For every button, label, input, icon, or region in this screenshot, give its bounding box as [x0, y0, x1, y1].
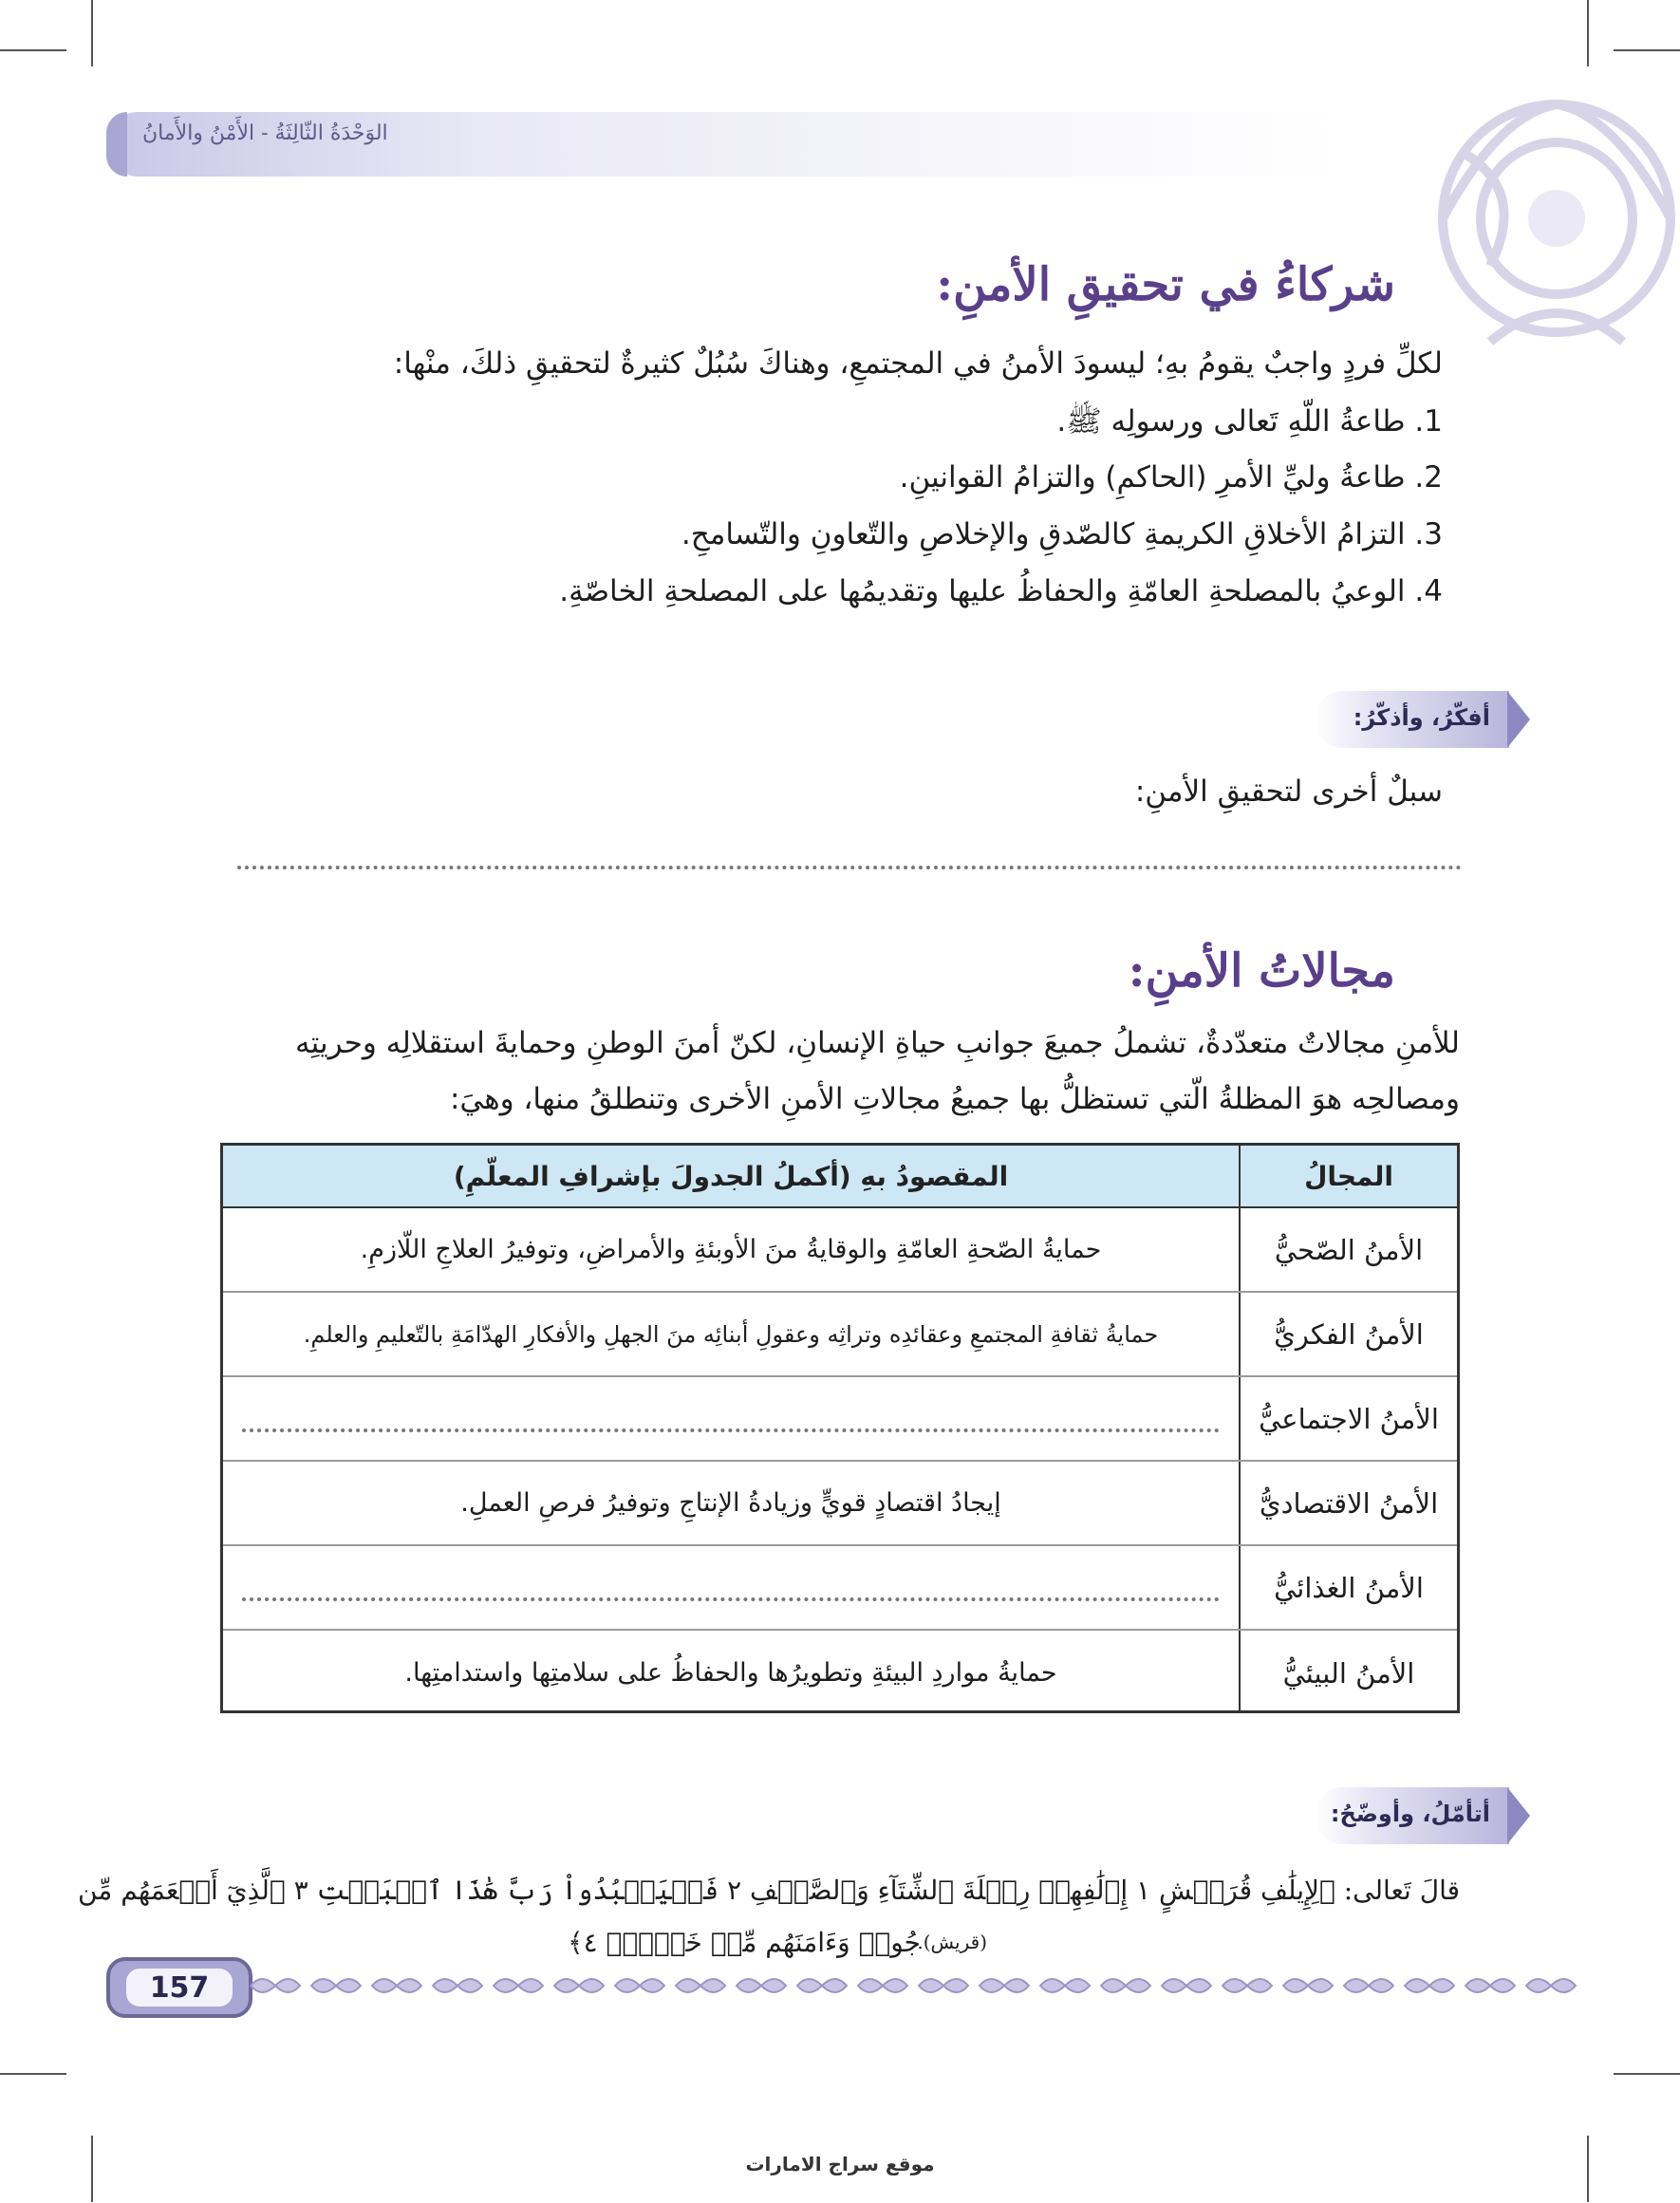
ornament-motif [674, 1972, 727, 1999]
section2-intro-line1: للأمنِ مجالاتٌ متعدّدةٌ، تشملُ جميعَ جوانبِ حياةِ الإنسانِ، لكنّ أمنَ الوطنِ وحمايةَ استقلالِه وحريتِه [295, 1026, 1460, 1060]
crop-mark [91, 0, 93, 66]
table-row [223, 1208, 1457, 1293]
header-description: المقصودُ بهِ (أكملُ الجدولَ بإشرافِ المعلّمِ) [223, 1146, 1239, 1208]
answer-line[interactable] [237, 866, 1462, 869]
list-item: 4. الوعيُ بالمصلحةِ العامّةِ والحفاظُ عليها وتقديمُها على المصلحةِ الخاصّةِ. [559, 574, 1443, 608]
list-item: 3. التزامُ الأخلاقِ الكريمةِ كالصّدقِ والإخلاصِ والتّعاونِ والتّسامحِ. [681, 517, 1443, 551]
table-row [223, 1377, 1457, 1462]
quran-verse-line1: قالَ تَعالى: ﴿لِإِيلَٰفِ قُرَيۡشٍ ١ إِۦلَٰفِهِمۡ رِحۡلَةَ ٱلشِّتَآءِ وَٱلصَّيۡفِ ٢ فَلۡيَعۡبُدُواْ رَبَّ هَٰذَا ٱلۡبَيۡتِ ٣ ٱلَّذِيٓ أَطۡعَمَهُم مِّن [77, 1875, 1460, 1906]
section1-intro: لكلِّ فردٍ واجبٌ يقومُ بهِ؛ ليسودَ الأمنُ في المجتمعِ، وهناكَ سُبُلٌ كثيرةٌ لتحقيقِ ذلكَ، منْها: [393, 346, 1443, 381]
page-number-frame [106, 1957, 252, 2018]
section-title-partners: شركاءُ في تحقيقِ الأمنِ: [936, 258, 1395, 311]
ornament-motif [492, 1972, 545, 1999]
think-prompt: سبلٌ أخرى لتحقيقِ الأمنِ: [1134, 775, 1443, 809]
row-field: الأمنُ الفكريُّ [1274, 1317, 1424, 1351]
header-band-cap [106, 112, 127, 177]
ornament-motif [1160, 1972, 1213, 1999]
page-number: 157 [126, 1969, 233, 2007]
ornament-motif [1524, 1972, 1577, 1999]
ornament-motif [917, 1972, 970, 1999]
crop-mark [1614, 49, 1680, 51]
row-field: الأمنُ الغذائيُّ [1274, 1571, 1424, 1604]
quran-verse-line2: جُوعٖ وَءَامَنَهُم مِّنۡ خَوۡفِۭ ٤﴾ [568, 1927, 921, 1958]
list-item: 2. طاعةُ وليِّ الأمرِ (الحاكمِ) والتزامُ القوانينِ. [899, 460, 1443, 495]
answer-line[interactable] [242, 1428, 1220, 1432]
ornament-motif [309, 1972, 363, 1999]
footer-site-name: موقع سراج الامارات [745, 2153, 935, 2175]
ornament-motif [1464, 1972, 1517, 1999]
table-row [223, 1631, 1457, 1715]
ornament-motif [1038, 1972, 1092, 1999]
row-description [223, 1377, 1239, 1460]
surah-name: (قريش). [917, 1931, 987, 1953]
crop-mark [0, 49, 66, 51]
row-field: الأمنُ البيئيُّ [1282, 1656, 1415, 1690]
crop-mark [0, 2073, 66, 2075]
unit-label: الوَحْدَةُ الثّالِثَةُ - الأَمْنُ والأَمانُ [142, 121, 388, 145]
ornament-motif [795, 1972, 849, 1999]
ornament-motif [431, 1972, 484, 1999]
badge-tip [1507, 691, 1530, 748]
section-title-domains: مجالاتُ الأمنِ: [1128, 944, 1395, 998]
table-row [223, 1462, 1457, 1546]
ornament-motif [370, 1972, 423, 1999]
ornament-motif [1281, 1972, 1335, 1999]
ornament-motif [249, 1972, 302, 1999]
row-field: الأمنُ الاقتصاديُّ [1259, 1486, 1439, 1520]
think-label: أفكّرُ، وأذكّرُ: [1353, 704, 1490, 731]
ornament-motif [1342, 1972, 1395, 1999]
footer-ornament-band [249, 1963, 1634, 2008]
table-row [223, 1293, 1457, 1377]
security-domains-table [220, 1143, 1460, 1713]
reflect-label: أتأمّلُ، وأوضّحُ: [1330, 1801, 1490, 1827]
ornament-motif [613, 1972, 666, 1999]
ornament-motif [1221, 1972, 1274, 1999]
ornament-motif [856, 1972, 909, 1999]
ornament-motif [735, 1972, 788, 1999]
header-field: المجالُ [1241, 1146, 1457, 1208]
row-description: حمايةُ مواردِ البيئةِ وتطويرُها والحفاظُ على سلامتِها واستدامتِها. [404, 1658, 1057, 1688]
table-row [223, 1546, 1457, 1631]
crop-mark [1614, 2073, 1680, 2075]
ornament-motif [552, 1972, 606, 1999]
row-description: حمايةُ ثقافةِ المجتمعِ وعقائدِه وتراثِه وعقولِ أبنائِه منَ الجهلِ والأفكارِ الهدّامَةِ بالتّعليمِ والعلمِ. [303, 1320, 1159, 1348]
row-field: الأمنُ الاجتماعيُّ [1259, 1402, 1439, 1435]
badge-tip [1507, 1787, 1530, 1844]
answer-line[interactable] [242, 1597, 1220, 1601]
row-description: حمايةُ الصّحةِ العامّةِ والوقايةُ منَ الأوبئةِ والأمراضِ، وتوفيرُ العلاجِ اللّازمِ. [360, 1235, 1102, 1264]
row-field: الأمنُ الصّحيُّ [1274, 1233, 1424, 1266]
section2-intro-line2: ومصالحِه هوَ المظلةُ الّتي تستظلُّ بها جميعُ مجالاتِ الأمنِ الأخرى وتنطلقُ منها، وهيَ: [449, 1082, 1460, 1116]
ornament-motif [1403, 1972, 1456, 1999]
list-item: 1. طاعةُ اللّهِ تَعالى ورسولِه ﷺ. [1056, 404, 1443, 439]
ornament-motif [978, 1972, 1031, 1999]
ornament-motif [1099, 1972, 1152, 1999]
row-description [223, 1546, 1239, 1629]
row-description: إيجادُ اقتصادٍ قويٍّ وزيادةُ الإنتاجِ وتوفيرُ فرصِ العملِ. [460, 1488, 1001, 1518]
